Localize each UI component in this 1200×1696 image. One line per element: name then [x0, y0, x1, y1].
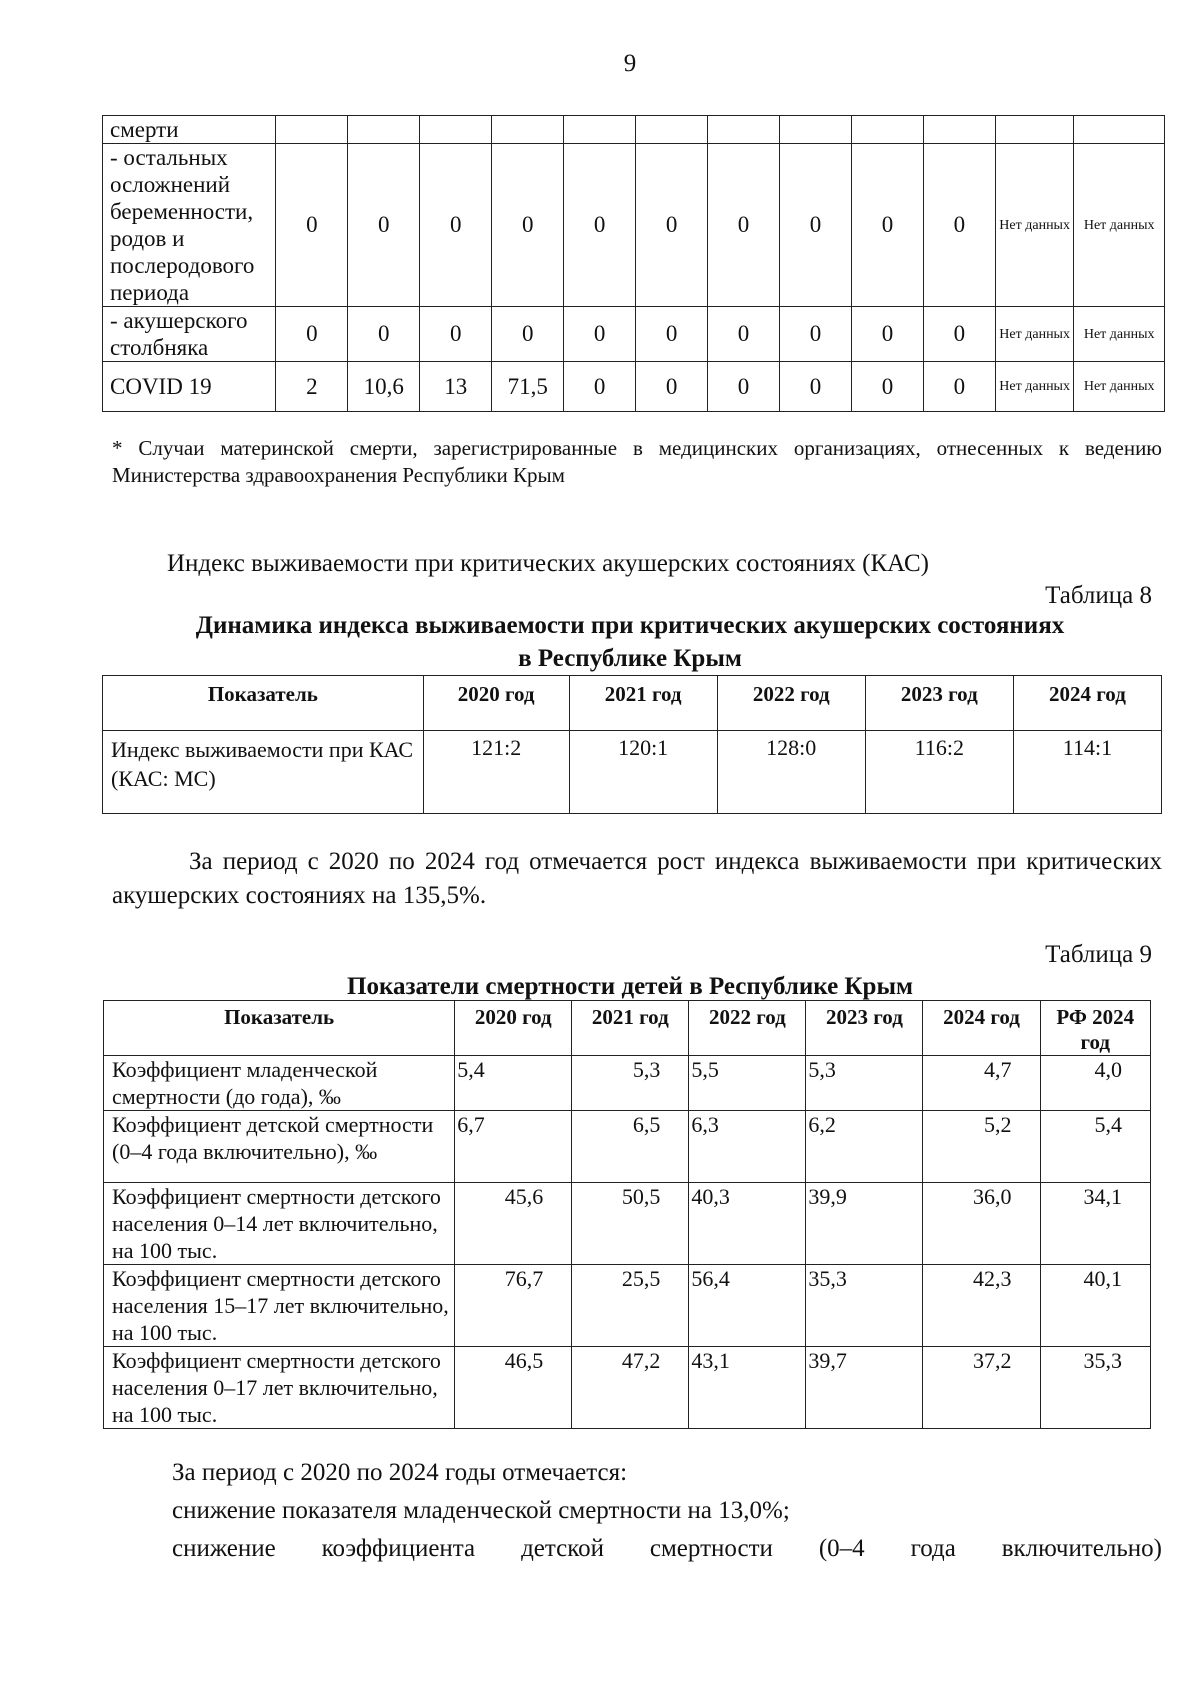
- table-cell: 120:1: [569, 731, 717, 814]
- table-cell: 35,3: [806, 1265, 923, 1347]
- table-cell: [851, 116, 923, 144]
- table-cell: 6,5: [572, 1111, 689, 1183]
- table8-header-row: [103, 676, 1162, 731]
- table-cell: 6,2: [806, 1111, 923, 1183]
- column-header: 2020 год: [423, 676, 569, 731]
- conclusion-word: снижение: [172, 1535, 276, 1562]
- table-cell: 47,2: [572, 1347, 689, 1429]
- table-cell: 0: [708, 362, 780, 412]
- table-cell: 0: [851, 362, 923, 412]
- table-cell: 4,7: [923, 1056, 1040, 1111]
- table-cell: 5,2: [923, 1111, 1040, 1183]
- column-header: 2023 год: [806, 1001, 923, 1056]
- conclusion-word: года: [910, 1535, 956, 1562]
- table-row: [103, 307, 1165, 362]
- row-label: Коэффициент смертности детского населения 15–17 лет включительно, на 100 тыс.: [104, 1265, 455, 1347]
- table-cell: 10,6: [348, 362, 420, 412]
- column-header: 2024 год: [923, 1001, 1040, 1056]
- table8-title-line2: в Республике Крым: [518, 645, 742, 672]
- table-cell: 0: [708, 307, 780, 362]
- table-cell: 116:2: [865, 731, 1013, 814]
- footnote: * Случаи материнской смерти, зарегистрированные в медицинских организациях, отнесенных к ведению Министерства здравоохранения Республики Крым: [112, 436, 1162, 487]
- table-cell: Нет данных: [995, 144, 1074, 307]
- conclusion-word: коэффициента: [321, 1535, 476, 1562]
- table-cell: 0: [923, 144, 995, 307]
- table-cell: [564, 116, 636, 144]
- table-cell: [708, 116, 780, 144]
- table-row: [104, 1111, 1151, 1183]
- table-cell: 0: [780, 144, 852, 307]
- conclusion-line1: За период с 2020 по 2024 годы отмечается:: [172, 1459, 628, 1486]
- table-cell: 0: [276, 144, 348, 307]
- row-label: - остальных осложнений беременности, родов и послеродового периода: [103, 144, 276, 307]
- table8-row: [103, 731, 1162, 814]
- table-cell: 37,2: [923, 1347, 1040, 1429]
- row-label: Коэффициент детской смертности (0–4 года включительно), ‰: [104, 1111, 455, 1183]
- table-cell: 0: [636, 307, 708, 362]
- table-cell: [636, 116, 708, 144]
- table-cell: 50,5: [572, 1183, 689, 1265]
- table-cell: 56,4: [689, 1265, 806, 1347]
- table-cell: 0: [564, 362, 636, 412]
- kas-paragraph: За период с 2020 по 2024 год отмечается рост индекса выживаемости при критических акушерских состояниях на 135,5%.: [112, 848, 1162, 909]
- conclusion-word: детской: [521, 1535, 604, 1562]
- table-cell: Нет данных: [1074, 307, 1165, 362]
- child-mortality-table: [103, 1000, 1151, 1429]
- conclusion-line2: снижение показателя младенческой смертности на 13,0%;: [172, 1497, 790, 1524]
- conclusion-word: включительно): [1001, 1535, 1162, 1562]
- table-row: [104, 1347, 1151, 1429]
- table-cell: 39,7: [806, 1347, 923, 1429]
- table-cell: 5,4: [1040, 1111, 1150, 1183]
- table-cell: 5,4: [455, 1056, 572, 1111]
- table-cell: 2: [276, 362, 348, 412]
- row-label: Индекс выживаемости при КАС (КАС: МС): [103, 731, 424, 814]
- table8-caption: Таблица 8: [1045, 582, 1152, 609]
- table-cell: [492, 116, 564, 144]
- table-cell: 0: [564, 307, 636, 362]
- table-cell: 0: [420, 144, 492, 307]
- kas-survival-index-table: [102, 675, 1162, 814]
- kas-heading: Индекс выживаемости при критических акушерских состояниях (КАС): [167, 550, 929, 577]
- table-cell: [995, 116, 1074, 144]
- page-number: 9: [623, 50, 637, 77]
- table-cell: [420, 116, 492, 144]
- table9-header-row: [104, 1001, 1151, 1056]
- column-header: 2022 год: [717, 676, 865, 731]
- table-cell: 0: [636, 144, 708, 307]
- table-cell: Нет данных: [1074, 362, 1165, 412]
- column-header: 2024 год: [1013, 676, 1161, 731]
- table-cell: [348, 116, 420, 144]
- table-row: [103, 362, 1165, 412]
- table-cell: Нет данных: [1074, 144, 1165, 307]
- table9-caption: Таблица 9: [1045, 941, 1152, 968]
- column-header: 2023 год: [865, 676, 1013, 731]
- table-row: [103, 116, 1165, 144]
- table-cell: [780, 116, 852, 144]
- column-header: 2022 год: [689, 1001, 806, 1056]
- table-cell: 121:2: [423, 731, 569, 814]
- row-label: Коэффициент смертности детского населения 0–14 лет включительно, на 100 тыс.: [104, 1183, 455, 1265]
- table-cell: 114:1: [1013, 731, 1161, 814]
- table-cell: 0: [708, 144, 780, 307]
- maternal-mortality-table-continuation: [102, 115, 1165, 412]
- table-cell: 0: [923, 362, 995, 412]
- column-header: Показатель: [103, 676, 424, 731]
- row-label: смерти: [103, 116, 276, 144]
- table-cell: 0: [636, 362, 708, 412]
- table-cell: Нет данных: [995, 362, 1074, 412]
- table-cell: 71,5: [492, 362, 564, 412]
- table-row: [104, 1183, 1151, 1265]
- row-label: Коэффициент смертности детского населения 0–17 лет включительно, на 100 тыс.: [104, 1347, 455, 1429]
- table-cell: 5,3: [572, 1056, 689, 1111]
- table-cell: 0: [492, 144, 564, 307]
- column-header: РФ 2024 год: [1040, 1001, 1150, 1056]
- table-cell: 6,3: [689, 1111, 806, 1183]
- table-cell: 34,1: [1040, 1183, 1150, 1265]
- row-label: - акушерского столбняка: [103, 307, 276, 362]
- table-cell: 40,1: [1040, 1265, 1150, 1347]
- table-cell: 0: [348, 307, 420, 362]
- table-cell: [923, 116, 995, 144]
- table-cell: 0: [420, 307, 492, 362]
- table-row: [103, 144, 1165, 307]
- table-cell: 5,5: [689, 1056, 806, 1111]
- table-cell: 35,3: [1040, 1347, 1150, 1429]
- column-header: 2021 год: [572, 1001, 689, 1056]
- table-cell: Нет данных: [995, 307, 1074, 362]
- column-header: 2021 год: [569, 676, 717, 731]
- table-cell: 4,0: [1040, 1056, 1150, 1111]
- table-cell: 0: [780, 307, 852, 362]
- row-label: COVID 19: [103, 362, 276, 412]
- table-cell: 45,6: [455, 1183, 572, 1265]
- table-cell: 76,7: [455, 1265, 572, 1347]
- table-cell: 0: [564, 144, 636, 307]
- table-row: [104, 1265, 1151, 1347]
- conclusion-line3: [172, 1532, 1162, 1566]
- column-header: 2020 год: [455, 1001, 572, 1056]
- row-label: Коэффициент младенческой смертности (до года), ‰: [104, 1056, 455, 1111]
- table8-title-line1: Динамика индекса выживаемости при критических акушерских состояниях: [195, 612, 1065, 639]
- table7-body: [103, 116, 1165, 412]
- column-header: Показатель: [104, 1001, 455, 1056]
- table-cell: 0: [851, 307, 923, 362]
- table-cell: 0: [851, 144, 923, 307]
- table-cell: 5,3: [806, 1056, 923, 1111]
- table-cell: 0: [348, 144, 420, 307]
- table-cell: 46,5: [455, 1347, 572, 1429]
- table-cell: [1074, 116, 1165, 144]
- table-cell: 0: [276, 307, 348, 362]
- table9-title: Показатели смертности детей в Республике Крым: [347, 973, 913, 1000]
- table-cell: 128:0: [717, 731, 865, 814]
- table-cell: 0: [780, 362, 852, 412]
- table-cell: 40,3: [689, 1183, 806, 1265]
- table-cell: 36,0: [923, 1183, 1040, 1265]
- table-cell: 25,5: [572, 1265, 689, 1347]
- table-cell: 13: [420, 362, 492, 412]
- table-cell: 39,9: [806, 1183, 923, 1265]
- conclusion-word: (0–4: [818, 1535, 865, 1562]
- conclusion-word: смертности: [649, 1535, 773, 1562]
- table-row: [104, 1056, 1151, 1111]
- table-cell: 42,3: [923, 1265, 1040, 1347]
- table-cell: 0: [492, 307, 564, 362]
- table-cell: 6,7: [455, 1111, 572, 1183]
- table-cell: 43,1: [689, 1347, 806, 1429]
- table-cell: 0: [923, 307, 995, 362]
- table-cell: [276, 116, 348, 144]
